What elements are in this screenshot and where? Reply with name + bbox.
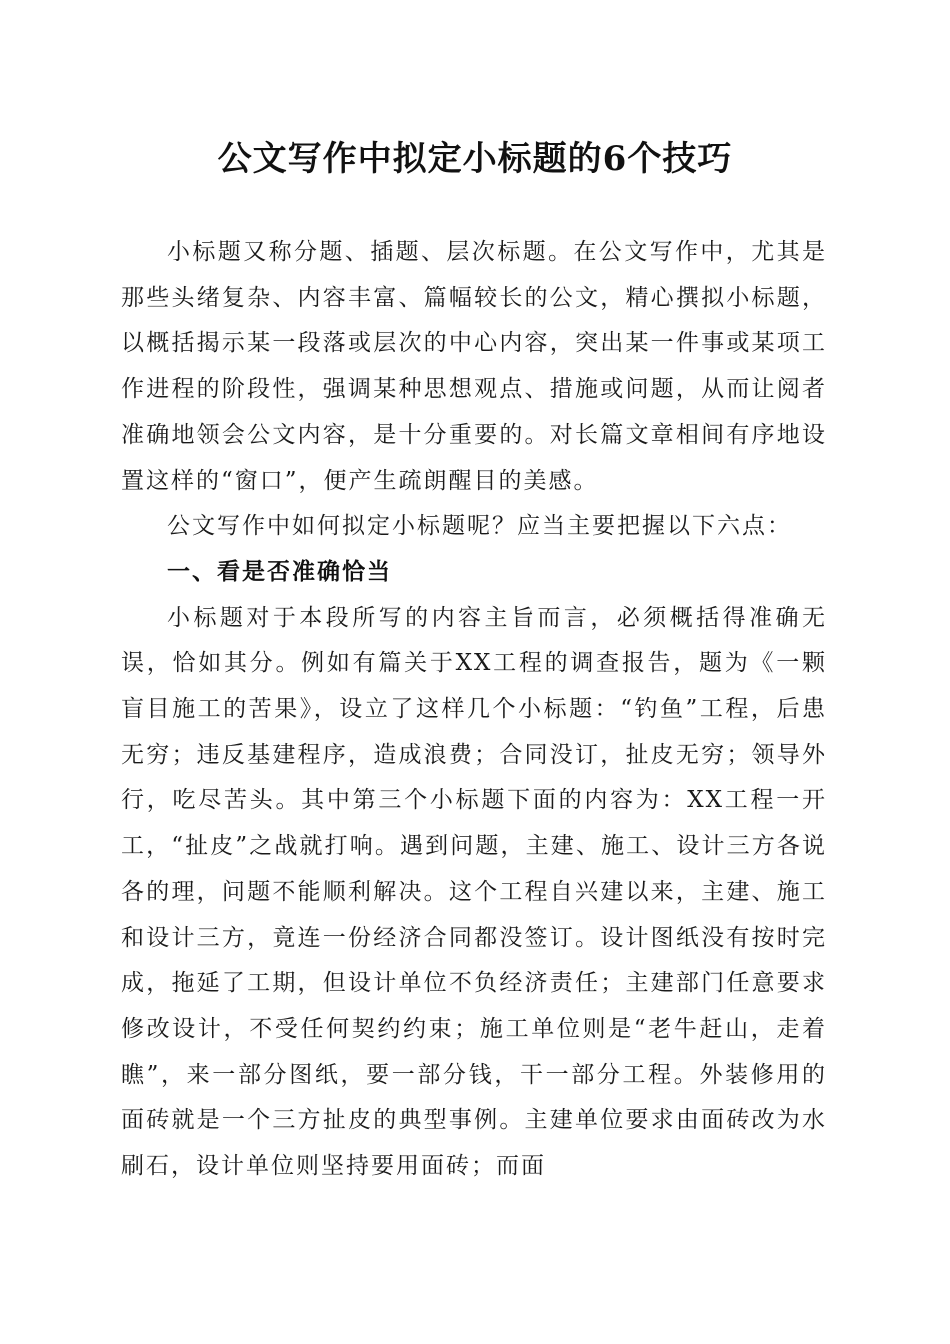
section-heading-1: 一、看是否准确恰当: [167, 558, 392, 585]
section-1-paragraph: 小标题对于本段所写的内容主旨而言，必须概括得准确无误，恰如其分。例如有篇关于XX工程的调查报告，题为《一颗盲目施工的苦果》，设立了这样几个小标题：“钓鱼”工程，后患无穷；违反基建程序，造成浪费；合同没订，扯皮无穷；领导外行，吃尽苦头。其中第三个小标题下面的内容为：XX工程一开工，“扯皮”之战就打响。遇到问题，主建、施工、设计三方各说各的理，问题不能顺利解决。这个工程自兴建以来，主建、施工和设计三方，竟连一份经济合同都没签订。设计图纸没有按时完成，拖延了工期，但设计单位不负经济责任；主建部门任意要求修改设计，不受任何契约约束；施工单位则是“老牛赶山，走着瞧”，来一部分图纸，要一部分钱，干一部分工程。外装修用的面砖就是一个三方扯皮的典型事例。主建单位要求由面砖改为水刷石，设计单位则坚持要用面砖；而面: [121, 604, 827, 1180]
document-title: 公文写作中拟定小标题的6个技巧: [217, 139, 733, 179]
question-paragraph: 公文写作中如何拟定小标题呢？应当主要把握以下六点：: [167, 513, 792, 540]
document-body: [121, 230, 827, 1190]
intro-paragraph: 小标题又称分题、插题、层次标题。在公文写作中，尤其是那些头绪复杂、内容丰富、篇幅较长的公文，精心撰拟小标题，以概括揭示某一段落或层次的中心内容，突出某一件事或某项工作进程的阶段性，强调某种思想观点、措施或问题，从而让阅者准确地领会公文内容，是十分重要的。对长篇文章相间有序地设置这样的“窗口”，便产生疏朗醒目的美感。: [121, 239, 827, 494]
